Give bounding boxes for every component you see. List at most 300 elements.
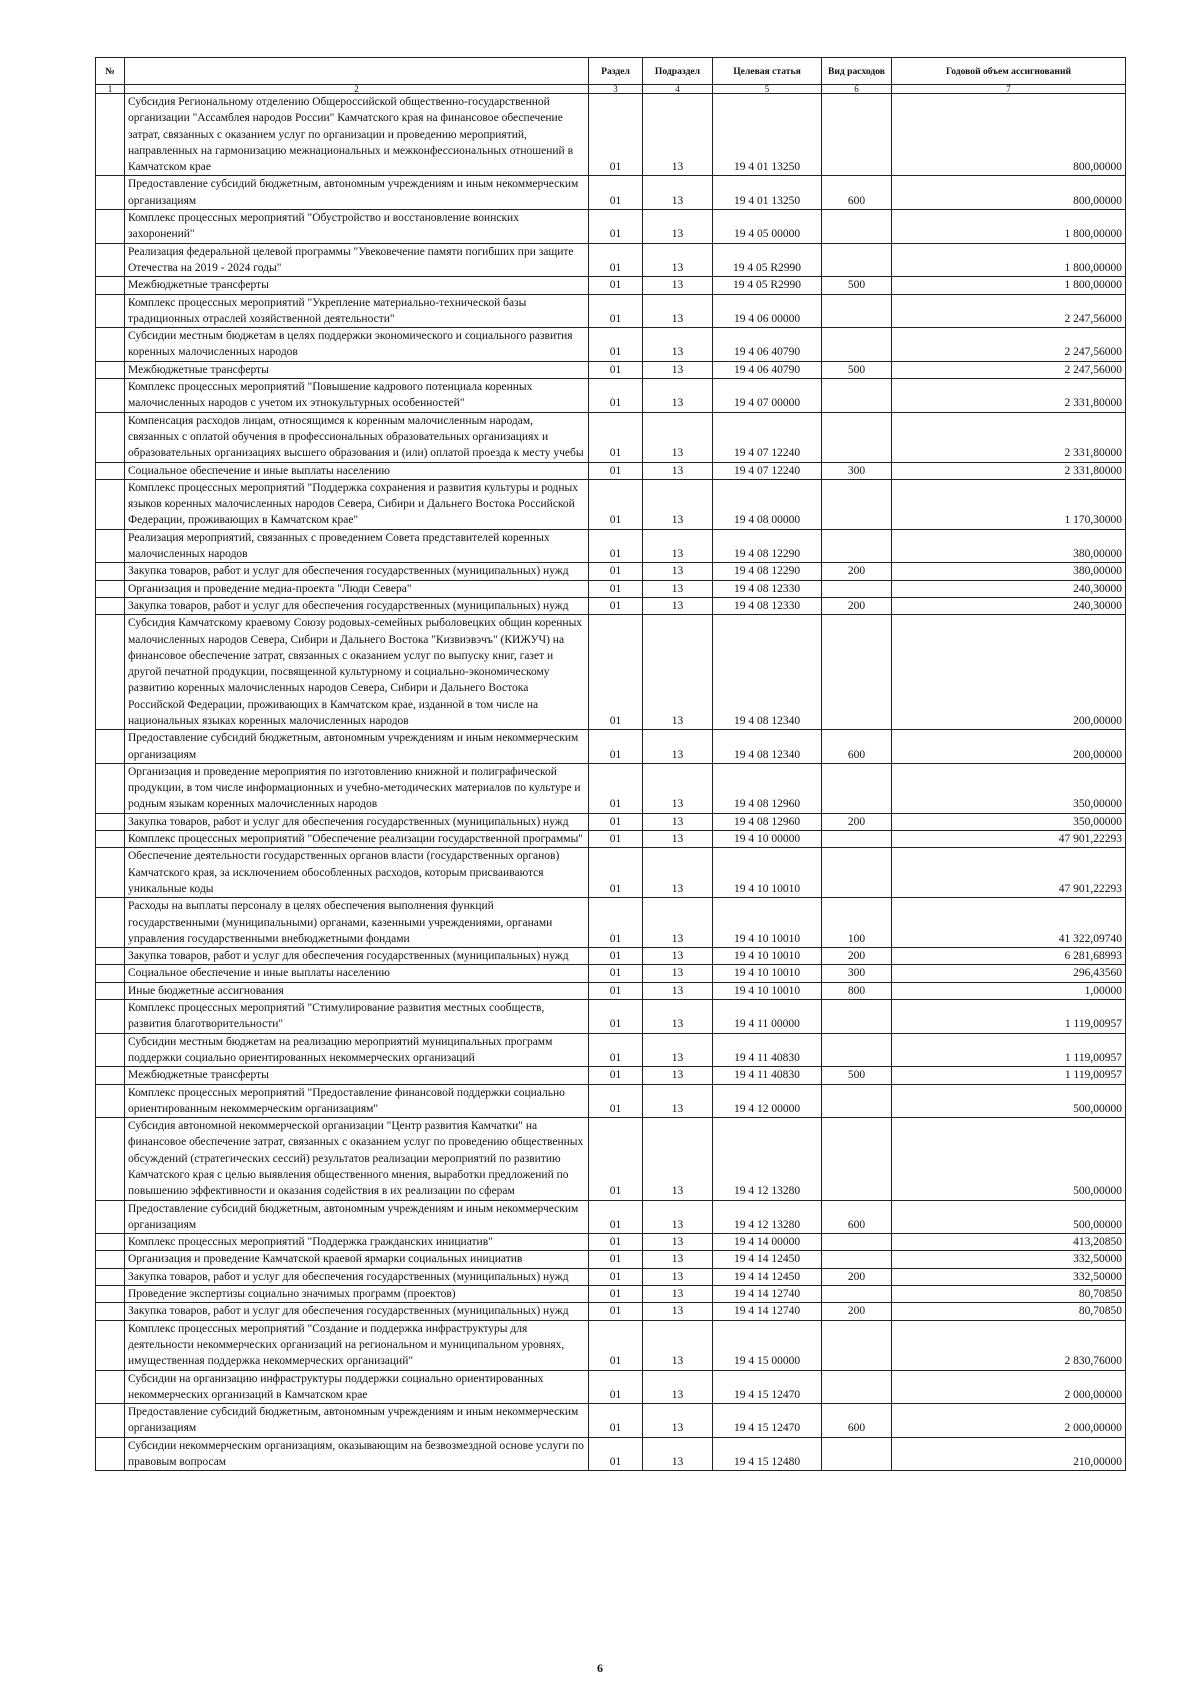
cell-celevaya: 19 4 08 12290 — [713, 529, 822, 563]
header-podrazdel: Подраздел — [643, 58, 713, 85]
cell-celevaya: 19 4 06 40790 — [713, 361, 822, 378]
cell-name: Предоставление субсидий бюджетным, автономным учреждениям и иным некоммерческим организациям — [125, 730, 589, 764]
cell-razdel: 01 — [589, 1084, 643, 1118]
column-number: 3 — [589, 85, 643, 94]
cell-podrazdel: 13 — [643, 965, 713, 982]
cell-amount: 332,50000 — [892, 1251, 1126, 1268]
cell-razdel: 01 — [589, 1251, 643, 1268]
cell-celevaya: 19 4 12 00000 — [713, 1084, 822, 1118]
cell-celevaya: 19 4 14 12450 — [713, 1268, 822, 1285]
cell-razdel: 01 — [589, 210, 643, 244]
cell-podrazdel: 13 — [643, 328, 713, 362]
cell-amount: 240,30000 — [892, 580, 1126, 597]
cell-podrazdel: 13 — [643, 462, 713, 479]
cell-razdel: 01 — [589, 94, 643, 176]
cell-podrazdel: 13 — [643, 1200, 713, 1234]
cell-celevaya: 19 4 15 12470 — [713, 1404, 822, 1438]
cell-vid — [822, 379, 892, 413]
table-row — [96, 210, 1126, 244]
cell-number — [96, 948, 125, 965]
cell-amount: 1 170,30000 — [892, 479, 1126, 529]
cell-celevaya: 19 4 11 40830 — [713, 1033, 822, 1067]
cell-name: Социальное обеспечение и иные выплаты населению — [125, 965, 589, 982]
header-row — [96, 58, 1126, 85]
cell-podrazdel: 13 — [643, 529, 713, 563]
cell-number — [96, 176, 125, 210]
cell-podrazdel: 13 — [643, 563, 713, 580]
cell-amount: 1 800,00000 — [892, 210, 1126, 244]
cell-podrazdel: 13 — [643, 1370, 713, 1404]
cell-podrazdel: 13 — [643, 379, 713, 413]
cell-amount: 350,00000 — [892, 813, 1126, 830]
cell-name: Субсидия Камчатскому краевому Союзу родовых-семейных рыболовецких общин коренных малочисленных народов Севера, Сибири и Дальнего Востока "Кизвиэвэчъ" (КИЖУЧ) на финансовое обеспечение затрат, связанных с оказанием услуг по выпуску книг, газет и другой печатной продукции, посвященной культурному и социально-экономическому развитию коренных малочисленных народов Севера, Сибири и Дальнего Востока Российской Федерации, проживающих в Камчатском крае, изданной в том числе на национальных языках коренных малочисленных народов — [125, 615, 589, 730]
cell-number — [96, 1437, 125, 1471]
cell-celevaya: 19 4 12 13280 — [713, 1200, 822, 1234]
table-row — [96, 1118, 1126, 1200]
cell-podrazdel: 13 — [643, 1067, 713, 1084]
cell-name: Закупка товаров, работ и услуг для обеспечения государственных (муниципальных) нужд — [125, 563, 589, 580]
table-row — [96, 412, 1126, 462]
cell-number — [96, 1303, 125, 1320]
cell-celevaya: 19 4 08 12340 — [713, 730, 822, 764]
table-row — [96, 580, 1126, 597]
cell-number — [96, 243, 125, 277]
cell-amount: 2 331,80000 — [892, 379, 1126, 413]
cell-amount: 80,70850 — [892, 1286, 1126, 1303]
cell-vid: 600 — [822, 1404, 892, 1438]
cell-vid — [822, 1437, 892, 1471]
cell-podrazdel: 13 — [643, 763, 713, 813]
cell-celevaya: 19 4 10 00000 — [713, 831, 822, 848]
cell-vid: 600 — [822, 730, 892, 764]
cell-razdel: 01 — [589, 597, 643, 614]
table-row — [96, 1067, 1126, 1084]
cell-name: Закупка товаров, работ и услуг для обеспечения государственных (муниципальных) нужд — [125, 597, 589, 614]
cell-celevaya: 19 4 08 12960 — [713, 763, 822, 813]
cell-podrazdel: 13 — [643, 730, 713, 764]
cell-name: Комплекс процессных мероприятий "Обеспечение реализации государственной программы" — [125, 831, 589, 848]
cell-vid — [822, 1118, 892, 1200]
column-number: 6 — [822, 85, 892, 94]
cell-name: Межбюджетные трансферты — [125, 1067, 589, 1084]
cell-name: Предоставление субсидий бюджетным, автономным учреждениям и иным некоммерческим организациям — [125, 176, 589, 210]
cell-celevaya: 19 4 11 00000 — [713, 1000, 822, 1034]
cell-razdel: 01 — [589, 379, 643, 413]
cell-razdel: 01 — [589, 176, 643, 210]
cell-podrazdel: 13 — [643, 1251, 713, 1268]
cell-podrazdel: 13 — [643, 1286, 713, 1303]
cell-number — [96, 1251, 125, 1268]
table-row — [96, 1251, 1126, 1268]
cell-amount: 1,00000 — [892, 982, 1126, 999]
cell-name: Комплекс процессных мероприятий "Стимулирование развития местных сообществ, развития благотворительности" — [125, 1000, 589, 1034]
cell-amount: 800,00000 — [892, 94, 1126, 176]
cell-amount: 1 800,00000 — [892, 243, 1126, 277]
cell-razdel: 01 — [589, 412, 643, 462]
cell-razdel: 01 — [589, 1234, 643, 1251]
cell-amount: 1 800,00000 — [892, 277, 1126, 294]
table-row — [96, 1234, 1126, 1251]
cell-vid: 200 — [822, 1303, 892, 1320]
column-number: 2 — [125, 85, 589, 94]
table-row — [96, 898, 1126, 948]
cell-number — [96, 1067, 125, 1084]
cell-razdel: 01 — [589, 1200, 643, 1234]
cell-amount: 2 247,56000 — [892, 328, 1126, 362]
cell-amount: 47 901,22293 — [892, 831, 1126, 848]
cell-podrazdel: 13 — [643, 848, 713, 898]
cell-podrazdel: 13 — [643, 243, 713, 277]
cell-podrazdel: 13 — [643, 813, 713, 830]
cell-name: Субсидии местным бюджетам в целях поддержки экономического и социального развития коренных малочисленных народов — [125, 328, 589, 362]
cell-vid — [822, 615, 892, 730]
table-row — [96, 479, 1126, 529]
cell-vid: 200 — [822, 813, 892, 830]
table-row — [96, 831, 1126, 848]
cell-vid: 500 — [822, 1067, 892, 1084]
cell-vid: 200 — [822, 948, 892, 965]
cell-vid: 300 — [822, 965, 892, 982]
cell-name: Комплекс процессных мероприятий "Поддержка гражданских инициатив" — [125, 1234, 589, 1251]
cell-podrazdel: 13 — [643, 597, 713, 614]
cell-amount: 2 247,56000 — [892, 361, 1126, 378]
cell-amount: 296,43560 — [892, 965, 1126, 982]
cell-podrazdel: 13 — [643, 1234, 713, 1251]
cell-number — [96, 361, 125, 378]
cell-number — [96, 848, 125, 898]
cell-razdel: 01 — [589, 813, 643, 830]
cell-amount: 500,00000 — [892, 1118, 1126, 1200]
cell-podrazdel: 13 — [643, 1118, 713, 1200]
cell-vid: 200 — [822, 597, 892, 614]
cell-vid: 200 — [822, 563, 892, 580]
table-row — [96, 1268, 1126, 1285]
budget-table-sheet — [95, 57, 1125, 1471]
table-row — [96, 1303, 1126, 1320]
table-row — [96, 294, 1126, 328]
cell-number — [96, 898, 125, 948]
column-number: 7 — [892, 85, 1126, 94]
cell-celevaya: 19 4 12 13280 — [713, 1118, 822, 1200]
table-row — [96, 1084, 1126, 1118]
table-row — [96, 328, 1126, 362]
cell-podrazdel: 13 — [643, 412, 713, 462]
table-row — [96, 94, 1126, 176]
cell-amount: 2 331,80000 — [892, 462, 1126, 479]
cell-celevaya: 19 4 01 13250 — [713, 176, 822, 210]
table-row — [96, 563, 1126, 580]
cell-amount: 240,30000 — [892, 597, 1126, 614]
cell-vid — [822, 1000, 892, 1034]
header-celevaya: Целевая статья — [713, 58, 822, 85]
cell-name: Расходы на выплаты персоналу в целях обеспечения выполнения функций государственными (муниципальными) органами, казенными учреждениями, органами управления государственными внебюджетными фондами — [125, 898, 589, 948]
cell-name: Организация и проведение медиа-проекта "Люди Севера" — [125, 580, 589, 597]
cell-celevaya: 19 4 10 10010 — [713, 898, 822, 948]
cell-number — [96, 1033, 125, 1067]
cell-amount: 2 331,80000 — [892, 412, 1126, 462]
cell-name: Субсидия Региональному отделению Общероссийской общественно-государственной организации "Ассамблея народов России" Камчатского края на финансовое обеспечение затрат, связанных с оказанием услуг по организации и проведению мероприятий, направленных на гармонизацию межнациональных и межконфессиональных отношений в Камчатском крае — [125, 94, 589, 176]
cell-number — [96, 1404, 125, 1438]
cell-vid — [822, 328, 892, 362]
cell-vid: 300 — [822, 462, 892, 479]
cell-amount: 500,00000 — [892, 1200, 1126, 1234]
cell-podrazdel: 13 — [643, 1033, 713, 1067]
cell-celevaya: 19 4 08 12960 — [713, 813, 822, 830]
cell-vid — [822, 580, 892, 597]
table-row — [96, 462, 1126, 479]
cell-number — [96, 294, 125, 328]
cell-name: Предоставление субсидий бюджетным, автономным учреждениям и иным некоммерческим организациям — [125, 1404, 589, 1438]
table-row — [96, 1000, 1126, 1034]
cell-razdel: 01 — [589, 580, 643, 597]
cell-name: Проведение экспертизы социально значимых программ (проектов) — [125, 1286, 589, 1303]
cell-razdel: 01 — [589, 982, 643, 999]
table-row — [96, 730, 1126, 764]
table-row — [96, 379, 1126, 413]
cell-celevaya: 19 4 15 12470 — [713, 1370, 822, 1404]
header-razdel: Раздел — [589, 58, 643, 85]
cell-name: Закупка товаров, работ и услуг для обеспечения государственных (муниципальных) нужд — [125, 1303, 589, 1320]
cell-razdel: 01 — [589, 831, 643, 848]
cell-podrazdel: 13 — [643, 898, 713, 948]
budget-table — [95, 57, 1126, 1471]
cell-celevaya: 19 4 10 10010 — [713, 965, 822, 982]
cell-amount: 200,00000 — [892, 730, 1126, 764]
cell-razdel: 01 — [589, 563, 643, 580]
cell-razdel: 01 — [589, 1067, 643, 1084]
cell-vid — [822, 763, 892, 813]
table-row — [96, 763, 1126, 813]
cell-razdel: 01 — [589, 243, 643, 277]
cell-name: Субсидии местным бюджетам на реализацию мероприятий муниципальных программ поддержки социально ориентированных некоммерческих организаций — [125, 1033, 589, 1067]
cell-vid: 100 — [822, 898, 892, 948]
cell-razdel: 01 — [589, 615, 643, 730]
table-row — [96, 848, 1126, 898]
cell-razdel: 01 — [589, 1118, 643, 1200]
cell-name: Реализация федеральной целевой программы "Увековечение памяти погибших при защите Отечества на 2019 - 2024 годы" — [125, 243, 589, 277]
cell-number — [96, 277, 125, 294]
cell-celevaya: 19 4 10 10010 — [713, 948, 822, 965]
cell-podrazdel: 13 — [643, 277, 713, 294]
cell-celevaya: 19 4 07 00000 — [713, 379, 822, 413]
table-row — [96, 615, 1126, 730]
cell-number — [96, 1320, 125, 1370]
cell-name: Комплекс процессных мероприятий "Укрепление материально-технической базы традиционных отраслей хозяйственной деятельности" — [125, 294, 589, 328]
cell-podrazdel: 13 — [643, 210, 713, 244]
cell-amount: 80,70850 — [892, 1303, 1126, 1320]
cell-razdel: 01 — [589, 529, 643, 563]
cell-vid — [822, 848, 892, 898]
cell-celevaya: 19 4 11 40830 — [713, 1067, 822, 1084]
cell-number — [96, 563, 125, 580]
cell-number — [96, 94, 125, 176]
cell-vid — [822, 1320, 892, 1370]
cell-razdel: 01 — [589, 848, 643, 898]
table-row — [96, 1033, 1126, 1067]
table-row — [96, 965, 1126, 982]
cell-number — [96, 1234, 125, 1251]
cell-celevaya: 19 4 10 10010 — [713, 848, 822, 898]
cell-vid — [822, 529, 892, 563]
cell-podrazdel: 13 — [643, 94, 713, 176]
cell-podrazdel: 13 — [643, 294, 713, 328]
cell-name: Комплекс процессных мероприятий "Поддержка сохранения и развития культуры и родных языков коренных малочисленных народов Севера, Сибири и Дальнего Востока Российской Федерации, проживающих в Камчатском крае" — [125, 479, 589, 529]
cell-vid — [822, 1370, 892, 1404]
cell-vid — [822, 243, 892, 277]
cell-amount: 332,50000 — [892, 1268, 1126, 1285]
cell-razdel: 01 — [589, 965, 643, 982]
cell-number — [96, 1370, 125, 1404]
cell-vid — [822, 210, 892, 244]
cell-podrazdel: 13 — [643, 1404, 713, 1438]
cell-celevaya: 19 4 14 12450 — [713, 1251, 822, 1268]
cell-celevaya: 19 4 14 12740 — [713, 1286, 822, 1303]
cell-number — [96, 328, 125, 362]
cell-amount: 2 830,76000 — [892, 1320, 1126, 1370]
cell-name: Социальное обеспечение и иные выплаты населению — [125, 462, 589, 479]
cell-number — [96, 763, 125, 813]
cell-vid — [822, 1033, 892, 1067]
cell-vid — [822, 94, 892, 176]
cell-name: Комплекс процессных мероприятий "Создание и поддержка инфраструктуры для деятельности некоммерческих организаций на региональном и муниципальном уровнях, имущественная поддержка некоммерческих организаций" — [125, 1320, 589, 1370]
cell-amount: 1 119,00957 — [892, 1067, 1126, 1084]
cell-number — [96, 529, 125, 563]
cell-celevaya: 19 4 15 12480 — [713, 1437, 822, 1471]
cell-celevaya: 19 4 10 10010 — [713, 982, 822, 999]
cell-celevaya: 19 4 08 12290 — [713, 563, 822, 580]
cell-celevaya: 19 4 06 00000 — [713, 294, 822, 328]
cell-razdel: 01 — [589, 479, 643, 529]
cell-podrazdel: 13 — [643, 580, 713, 597]
cell-celevaya: 19 4 08 12340 — [713, 615, 822, 730]
cell-podrazdel: 13 — [643, 1000, 713, 1034]
cell-razdel: 01 — [589, 763, 643, 813]
cell-podrazdel: 13 — [643, 176, 713, 210]
cell-number — [96, 1118, 125, 1200]
cell-number — [96, 597, 125, 614]
cell-razdel: 01 — [589, 462, 643, 479]
cell-razdel: 01 — [589, 1286, 643, 1303]
table-header — [96, 58, 1126, 94]
table-row — [96, 1404, 1126, 1438]
cell-celevaya: 19 4 06 40790 — [713, 328, 822, 362]
cell-celevaya: 19 4 07 12240 — [713, 412, 822, 462]
cell-vid — [822, 1251, 892, 1268]
cell-razdel: 01 — [589, 1303, 643, 1320]
cell-razdel: 01 — [589, 898, 643, 948]
cell-number — [96, 730, 125, 764]
cell-vid — [822, 412, 892, 462]
cell-vid: 200 — [822, 1268, 892, 1285]
cell-name: Субсидии некоммерческим организациям, оказывающим на безвозмездной основе услуги по правовым вопросам — [125, 1437, 589, 1471]
cell-celevaya: 19 4 05 00000 — [713, 210, 822, 244]
cell-number — [96, 1200, 125, 1234]
cell-amount: 2 247,56000 — [892, 294, 1126, 328]
cell-number — [96, 412, 125, 462]
table-row — [96, 176, 1126, 210]
cell-number — [96, 1268, 125, 1285]
page-number: 6 — [597, 1661, 603, 1675]
cell-name: Межбюджетные трансферты — [125, 361, 589, 378]
cell-celevaya: 19 4 14 00000 — [713, 1234, 822, 1251]
cell-podrazdel: 13 — [643, 615, 713, 730]
cell-vid — [822, 1234, 892, 1251]
cell-number — [96, 831, 125, 848]
table-row — [96, 1437, 1126, 1471]
cell-name: Комплекс процессных мероприятий "Повышение кадрового потенциала коренных малочисленных народов с учетом их этнокультурных особенностей" — [125, 379, 589, 413]
cell-amount: 350,00000 — [892, 763, 1126, 813]
cell-podrazdel: 13 — [643, 1437, 713, 1471]
cell-name: Межбюджетные трансферты — [125, 277, 589, 294]
cell-amount: 1 119,00957 — [892, 1033, 1126, 1067]
cell-amount: 500,00000 — [892, 1084, 1126, 1118]
cell-vid — [822, 294, 892, 328]
cell-razdel: 01 — [589, 948, 643, 965]
table-row — [96, 361, 1126, 378]
cell-razdel: 01 — [589, 1437, 643, 1471]
table-row — [96, 1370, 1126, 1404]
cell-vid — [822, 831, 892, 848]
cell-razdel: 01 — [589, 328, 643, 362]
cell-name: Обеспечение деятельности государственных органов власти (государственных органов) Камчатского края, за исключением обособленных расходов, которым присваиваются уникальные коды — [125, 848, 589, 898]
header-name — [125, 58, 589, 85]
cell-podrazdel: 13 — [643, 1268, 713, 1285]
table-body — [96, 94, 1126, 1471]
cell-name: Закупка товаров, работ и услуг для обеспечения государственных (муниципальных) нужд — [125, 948, 589, 965]
cell-razdel: 01 — [589, 277, 643, 294]
cell-amount: 1 119,00957 — [892, 1000, 1126, 1034]
cell-podrazdel: 13 — [643, 982, 713, 999]
cell-name: Организация и проведение Камчатской краевой ярмарки социальных инициатив — [125, 1251, 589, 1268]
cell-name: Закупка товаров, работ и услуг для обеспечения государственных (муниципальных) нужд — [125, 1268, 589, 1285]
cell-name: Субсидии на организацию инфраструктуры поддержки социально ориентированных некоммерческих организаций в Камчатском крае — [125, 1370, 589, 1404]
cell-vid — [822, 1084, 892, 1118]
table-row — [96, 1200, 1126, 1234]
cell-vid: 600 — [822, 1200, 892, 1234]
cell-amount: 2 000,00000 — [892, 1370, 1126, 1404]
cell-amount: 200,00000 — [892, 615, 1126, 730]
cell-name: Предоставление субсидий бюджетным, автономным учреждениям и иным некоммерческим организациям — [125, 1200, 589, 1234]
cell-number — [96, 982, 125, 999]
cell-number — [96, 1000, 125, 1034]
cell-amount: 47 901,22293 — [892, 848, 1126, 898]
cell-amount: 413,20850 — [892, 1234, 1126, 1251]
table-row — [96, 1286, 1126, 1303]
table-row — [96, 948, 1126, 965]
cell-name: Компенсация расходов лицам, относящимся к коренным малочисленным народам, связанных с оплатой обучения в профессиональных образовательных организациях и образовательных организациях высшего образования и (или) оплатой проезда к месту учебы — [125, 412, 589, 462]
cell-vid: 500 — [822, 361, 892, 378]
cell-podrazdel: 13 — [643, 1320, 713, 1370]
cell-podrazdel: 13 — [643, 1084, 713, 1118]
cell-celevaya: 19 4 05 R2990 — [713, 277, 822, 294]
cell-razdel: 01 — [589, 294, 643, 328]
cell-vid — [822, 1286, 892, 1303]
cell-number — [96, 965, 125, 982]
cell-name: Организация и проведение мероприятия по изготовлению книжной и полиграфической продукции, в том числе информационных и учебно-методических материалов по культуре и родным языкам коренных малочисленных народов — [125, 763, 589, 813]
cell-amount: 6 281,68993 — [892, 948, 1126, 965]
cell-vid — [822, 479, 892, 529]
cell-podrazdel: 13 — [643, 831, 713, 848]
cell-name: Комплекс процессных мероприятий "Предоставление финансовой поддержки социально ориентированным некоммерческим организациям" — [125, 1084, 589, 1118]
cell-razdel: 01 — [589, 1033, 643, 1067]
cell-name: Закупка товаров, работ и услуг для обеспечения государственных (муниципальных) нужд — [125, 813, 589, 830]
cell-vid: 600 — [822, 176, 892, 210]
cell-podrazdel: 13 — [643, 948, 713, 965]
cell-number — [96, 580, 125, 597]
cell-number — [96, 210, 125, 244]
cell-amount: 380,00000 — [892, 563, 1126, 580]
cell-celevaya: 19 4 08 12330 — [713, 580, 822, 597]
